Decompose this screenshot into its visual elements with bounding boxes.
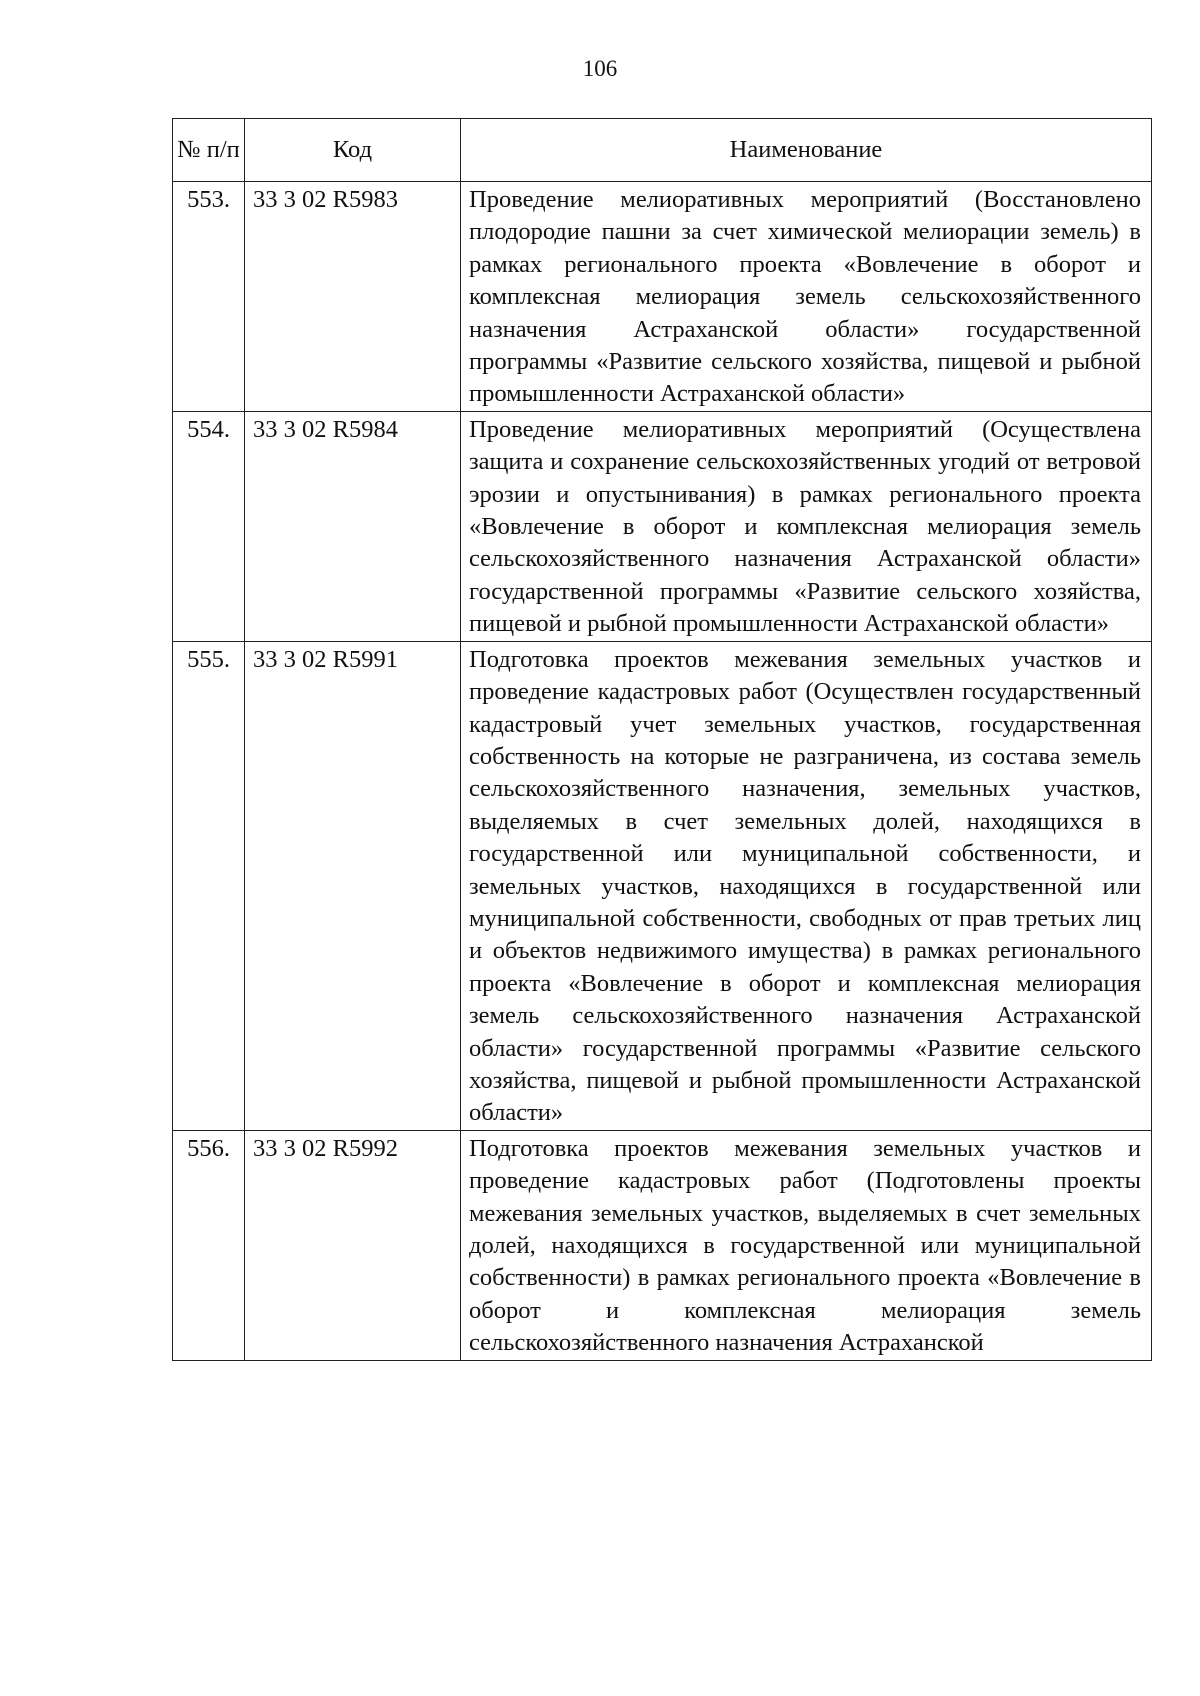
row-name: Подготовка проектов межевания земельных участков и проведение кадастровых работ (Осуществлен государственный кадастровый учет земельных участков, государственная собственность на которые не разграничена, из состава земель сельскохозяйственного назначения, земельных участков, выделяемых в счет земельных долей, находящихся в государственной или муниципальной собственности, и земельных участков, находящихся в государственной или муниципальной собственности, свободных от прав третьих лиц и объектов недвижимого имущества) в рамках регионального проекта «Вовлечение в оборот и комплексная мелиорация земель сельскохозяйственного назначения Астраханской области» государственной программы «Развитие сельского хозяйства, пищевой и рыбной промышленности Астраханской области» (461, 641, 1152, 1130)
page-number: 106 (582, 56, 618, 81)
row-name: Проведение мелиоративных мероприятий (Восстановлено плодородие пашни за счет химической мелиорации земель) в рамках регионального проекта «Вовлечение в оборот и комплексная мелиорация земель сельскохозяйственного назначения Астраханской области» государственной программы «Развитие сельского хозяйства, пищевой и рыбной промышленности Астраханской области» (461, 182, 1152, 412)
row-name: Проведение мелиоративных мероприятий (Осуществлена защита и сохранение сельскохозяйственных угодий от ветровой эрозии и опустынивания) в рамках регионального проекта «Вовлечение в оборот и комплексная мелиорация земель сельскохозяйственного назначения Астраханской области» государственной программы «Развитие сельского хозяйства, пищевой и рыбной промышленности Астраханской области» (461, 411, 1152, 641)
table-header-row (173, 119, 1152, 182)
classification-table (172, 118, 1152, 1361)
table-row (173, 182, 1152, 412)
table-row (173, 1130, 1152, 1360)
row-code: 33 3 02 R5984 (245, 411, 461, 641)
row-code: 33 3 02 R5983 (245, 182, 461, 412)
row-number: 555. (173, 641, 245, 1130)
row-code: 33 3 02 R5992 (245, 1130, 461, 1360)
header-num: № п/п (173, 119, 245, 182)
row-name: Подготовка проектов межевания земельных участков и проведение кадастровых работ (Подготовлены проекты межевания земельных участков, выделяемых в счет земельных долей, находящихся в государственной или муниципальной собственности) в рамках регионального проекта «Вовлечение в оборот и комплексная мелиорация земель сельскохозяйственного назначения Астраханской (461, 1130, 1152, 1360)
row-number: 554. (173, 411, 245, 641)
header-code: Код (245, 119, 461, 182)
header-name: Наименование (461, 119, 1152, 182)
table-row (173, 641, 1152, 1130)
row-code: 33 3 02 R5991 (245, 641, 461, 1130)
row-number: 553. (173, 182, 245, 412)
row-number: 556. (173, 1130, 245, 1360)
table-row (173, 411, 1152, 641)
